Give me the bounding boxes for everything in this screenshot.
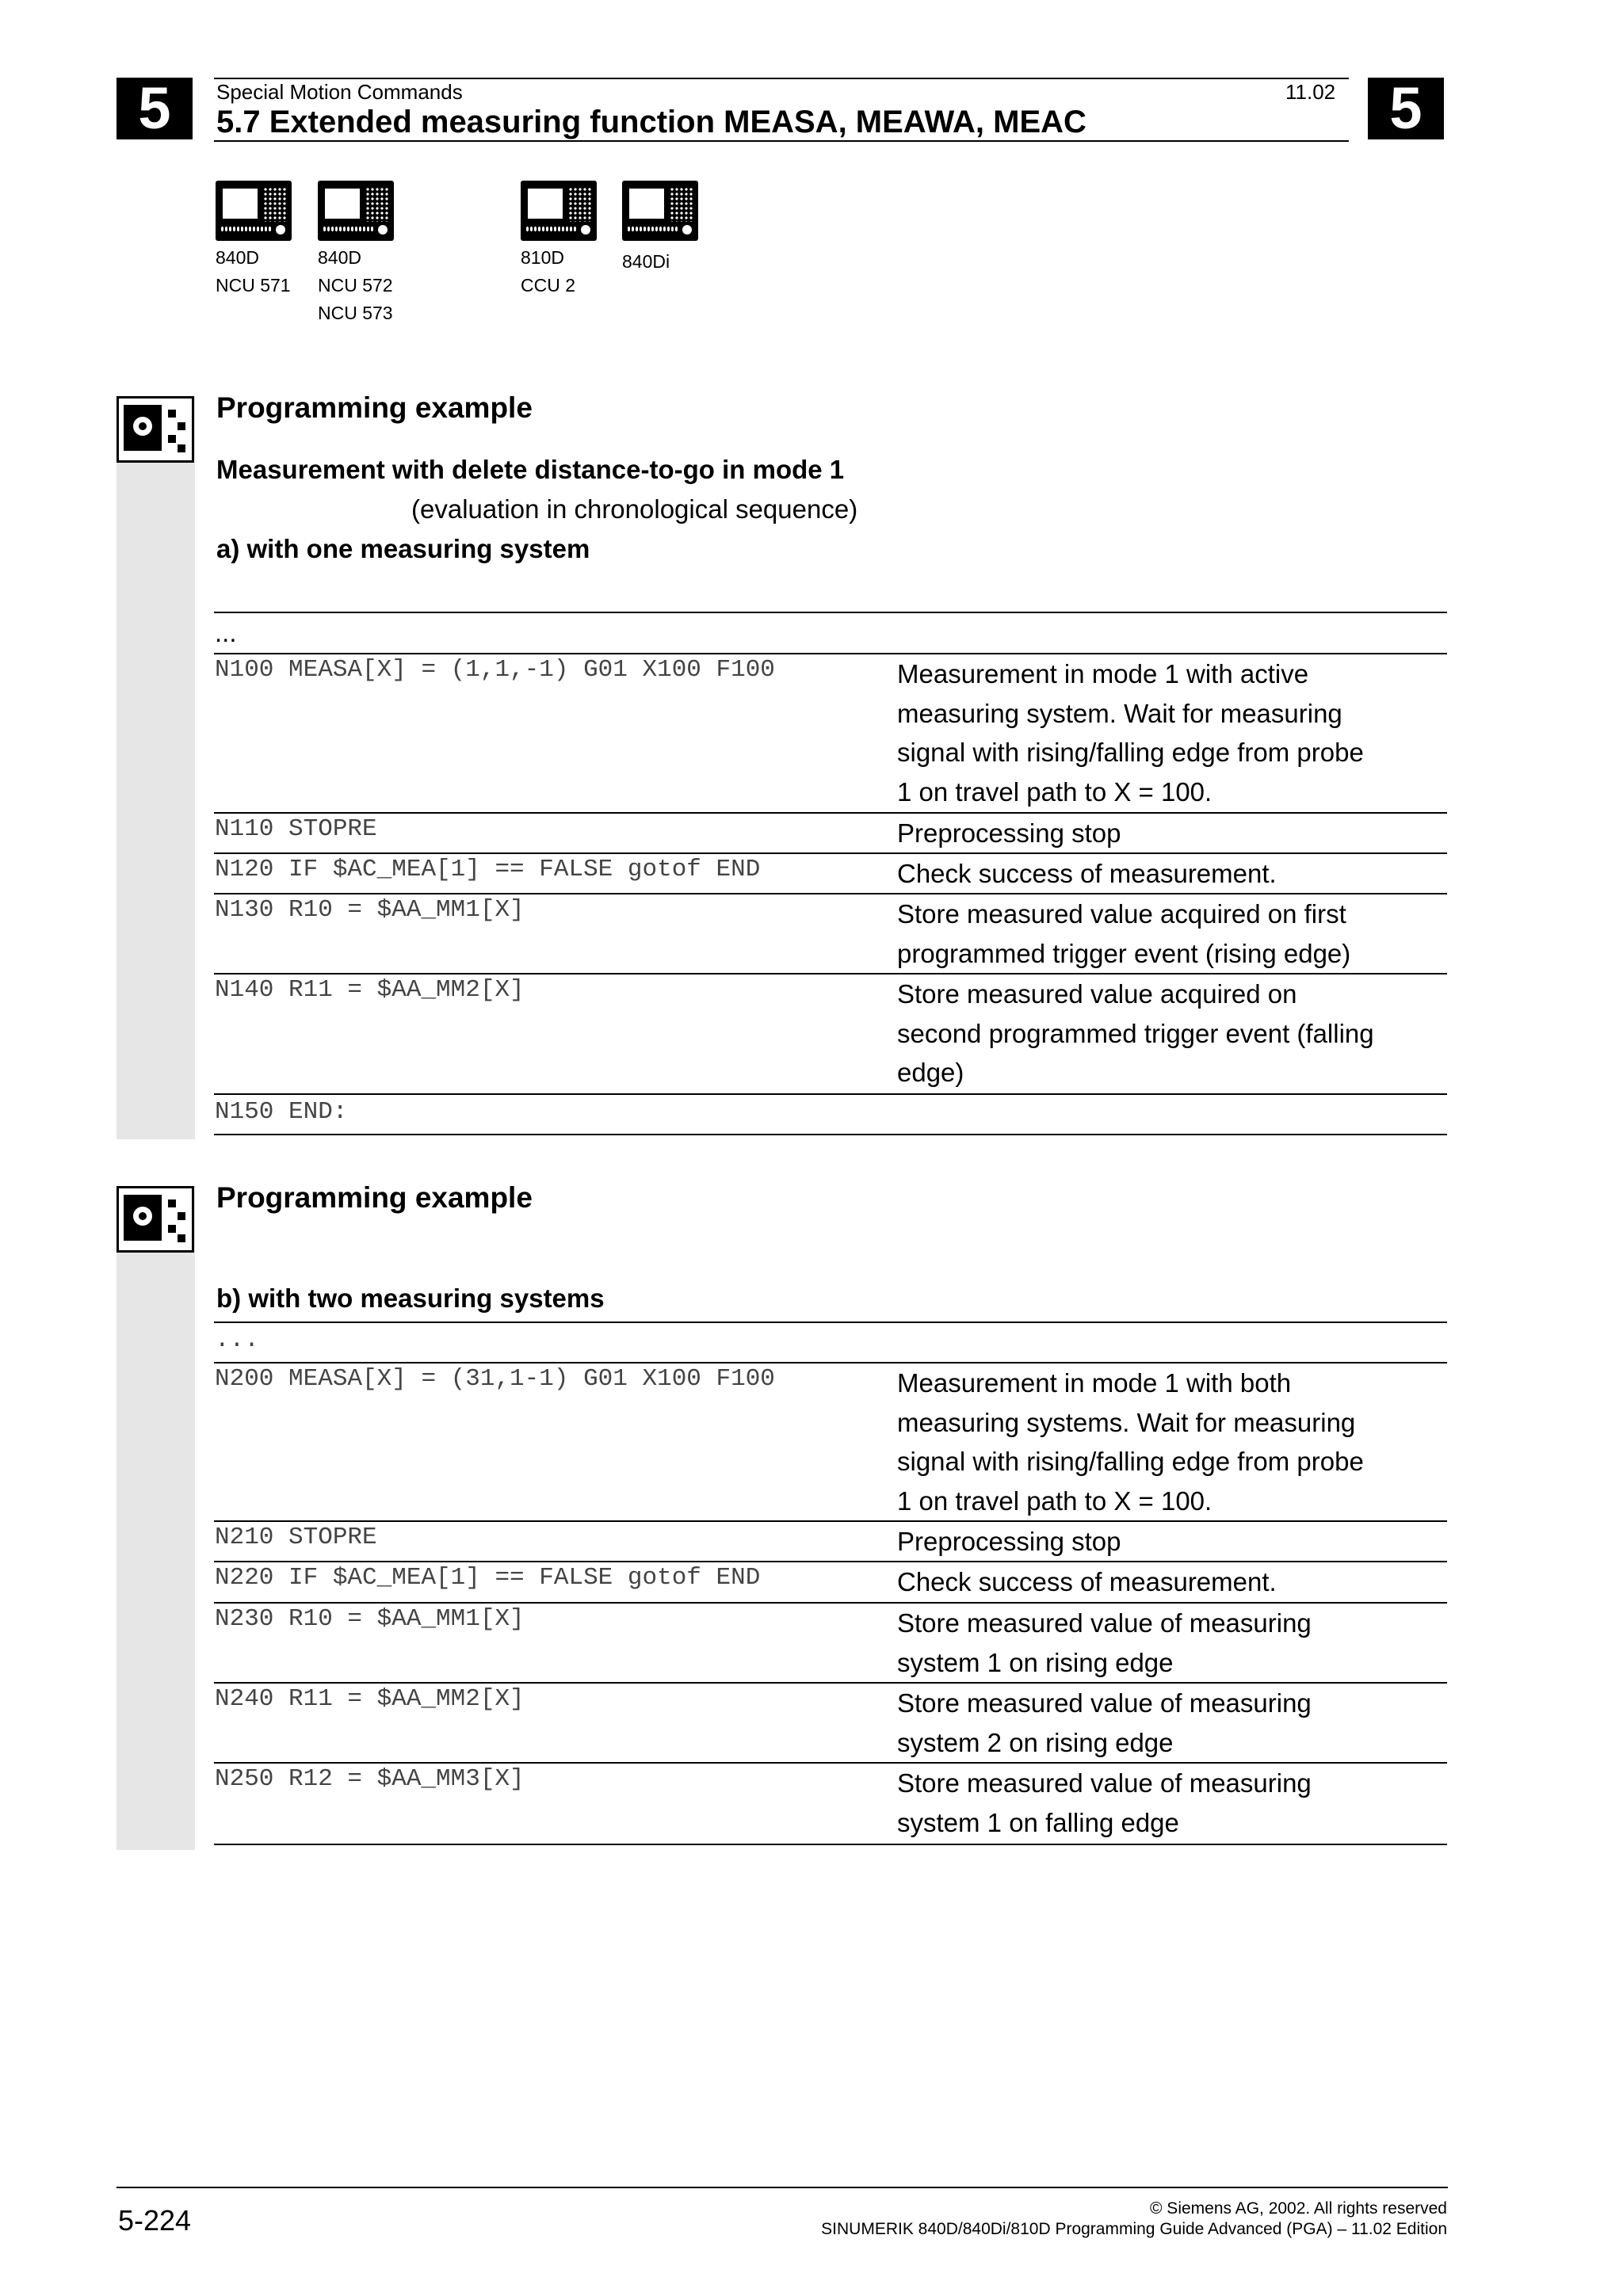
control-unit-icon (216, 181, 292, 241)
code-line: N130 R10 = $AA_MM1[X] (215, 896, 525, 924)
code-comment: Check success of measurement. (897, 859, 1277, 888)
control-unit-icon (521, 181, 597, 241)
code-comment: Store measured value acquired on first programmed trigger event (rising edge) (897, 899, 1351, 968)
programming-example-icon (116, 396, 194, 463)
control-unit-icon (318, 181, 394, 241)
code-ellipsis: ... (215, 618, 237, 647)
example-2-case-label: b) with two measuring systems (216, 1283, 605, 1313)
code-comment: Store measured value of measuring system 2 on rising edge (897, 1688, 1312, 1757)
code-line: N210 STOPRE (215, 1524, 377, 1551)
code-line: N200 MEASA[X] = (31,1-1) G01 X100 F100 (215, 1365, 775, 1393)
code-line: N250 R12 = $AA_MM3[X] (215, 1765, 525, 1793)
code-line: N140 R11 = $AA_MM2[X] (215, 976, 525, 1004)
table-rule (214, 1322, 1447, 1323)
code-line: N240 R11 = $AA_MM2[X] (215, 1685, 525, 1713)
code-line: N230 R10 = $AA_MM1[X] (215, 1605, 525, 1633)
table-rule (214, 612, 1447, 613)
code-comment: Preprocessing stop (897, 1527, 1121, 1556)
page-number: 5-224 (118, 2204, 192, 2237)
code-comment: Check success of measurement. (897, 1567, 1277, 1596)
edition-label: 11.02 (1285, 80, 1336, 104)
code-comment: Store measured value of measuring system 1 on falling edge (897, 1768, 1312, 1837)
chapter-number-badge-right: 5 (1368, 78, 1444, 139)
code-line: N150 END: (215, 1098, 348, 1126)
table-rule (214, 1844, 1447, 1845)
table-rule (214, 1093, 1447, 1095)
programming-example-icon (116, 1186, 194, 1253)
control-label-840d-ncu571: 840D NCU 571 (216, 247, 291, 296)
code-comment: Store measured value acquired on second programmed trigger event (falling edge) (897, 979, 1374, 1087)
code-line: N100 MEASA[X] = (1,1,-1) G01 X100 F100 (215, 656, 775, 684)
footer-rule (116, 2187, 1448, 2188)
section-small-title: Special Motion Commands (216, 80, 463, 104)
header-top-rule (214, 78, 1349, 79)
code-line: N110 STOPRE (215, 815, 377, 843)
example-1-subtitle-note: (evaluation in chronological sequence) (411, 494, 858, 524)
control-unit-icon (622, 181, 698, 241)
code-ellipsis: ... (215, 1326, 259, 1354)
footer-manual-title: SINUMERIK 840D/840Di/810D Programming Guide Advanced (PGA) – 11.02 Edition (821, 2220, 1447, 2238)
example-2-heading: Programming example (216, 1181, 533, 1214)
footer-copyright: © Siemens AG, 2002. All rights reserved (1150, 2199, 1447, 2218)
header-bottom-rule (214, 140, 1349, 142)
example-1-heading: Programming example (216, 391, 533, 424)
control-label-840di: 840Di (622, 251, 670, 272)
margin-bar-example-2 (116, 1186, 195, 1850)
example-1-case-label: a) with one measuring system (216, 534, 590, 563)
chapter-number-badge-left: 5 (116, 78, 193, 139)
code-comment: Store measured value of measuring system 1 on rising edge (897, 1608, 1312, 1677)
code-line: N220 IF $AC_MEA[1] == FALSE gotof END (215, 1564, 761, 1592)
page-title: 5.7 Extended measuring function MEASA, MEAWA, MEAC (216, 105, 1086, 139)
control-label-840d-ncu572: 840D NCU 572 NCU 573 (318, 247, 393, 323)
code-comment: Measurement in mode 1 with active measuring system. Wait for measuring signal with rising/falling edge from probe 1 on travel path to X = 100. (897, 659, 1364, 807)
example-1-subtitle: Measurement with delete distance-to-go in mode 1 (216, 455, 845, 484)
code-comment: Preprocessing stop (897, 818, 1121, 848)
table-rule (214, 1134, 1447, 1135)
margin-bar-example-1 (116, 396, 195, 1139)
code-line: N120 IF $AC_MEA[1] == FALSE gotof END (215, 856, 761, 883)
control-label-810d: 810D CCU 2 (521, 247, 576, 296)
code-comment: Measurement in mode 1 with both measuring systems. Wait for measuring signal with rising/falling edge from probe 1 on travel path to X = 100. (897, 1368, 1364, 1516)
